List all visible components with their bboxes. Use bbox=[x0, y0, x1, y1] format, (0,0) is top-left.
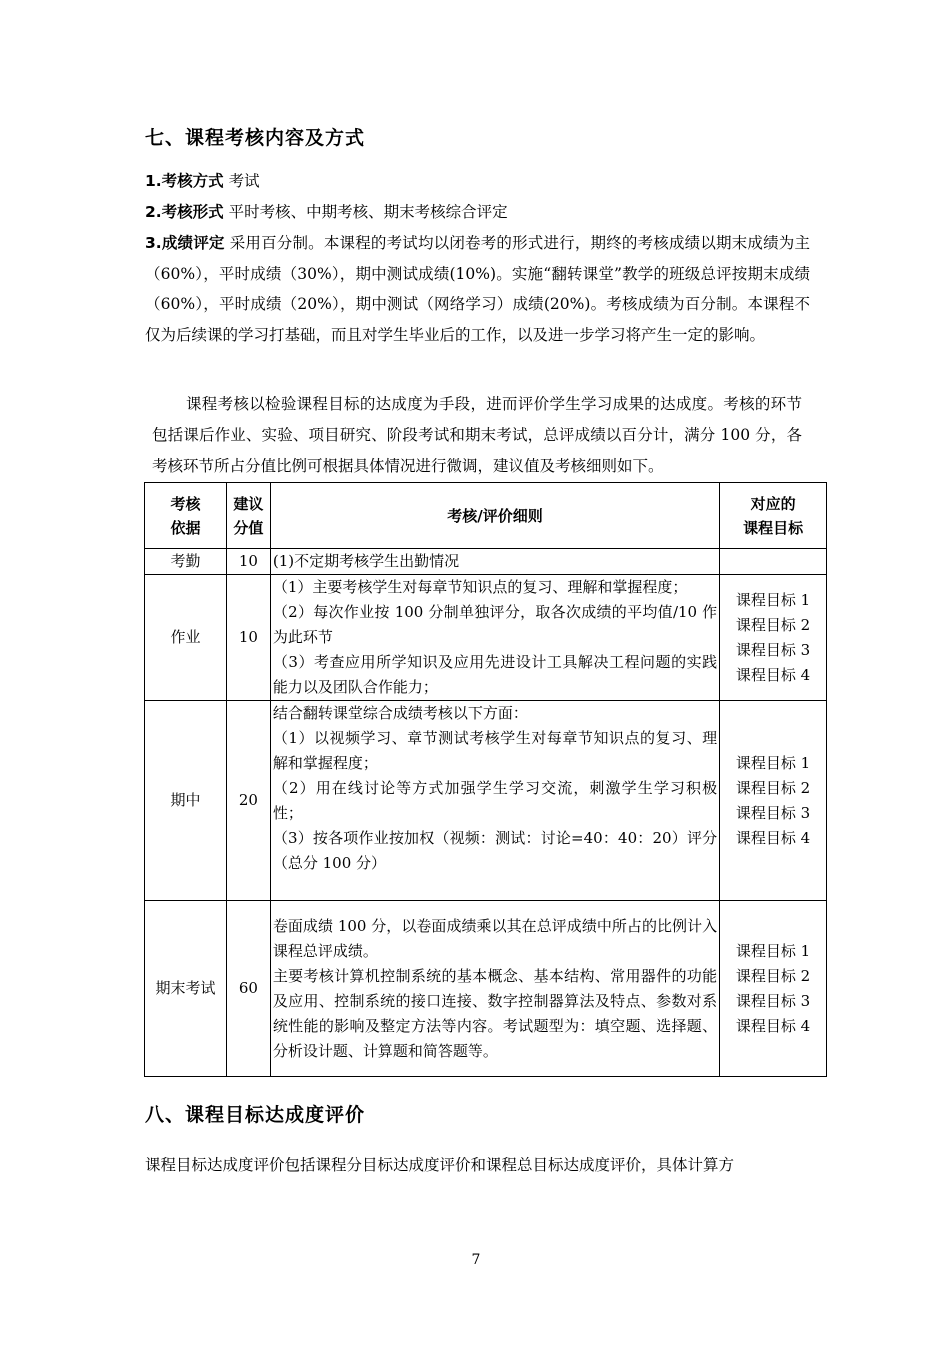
section8-text: 课程目标达成度评价包括课程分目标达成度评价和课程总目标达成度评价，具体计算方 bbox=[145, 1156, 735, 1174]
row-score: 20 bbox=[226, 701, 270, 901]
row-goals: 课程目标 1 课程目标 2 课程目标 3 课程目标 4 bbox=[720, 575, 827, 701]
assessment-method-label: 1.考核方式 bbox=[145, 172, 224, 190]
table-row bbox=[145, 701, 827, 901]
header-goal: 对应的 课程目标 bbox=[720, 483, 827, 549]
row-score: 60 bbox=[226, 901, 270, 1077]
header-basis: 考核 依据 bbox=[145, 483, 227, 549]
grading-paragraph bbox=[145, 228, 810, 350]
row-detail: 卷面成绩 100 分，以卷面成绩乘以其在总评成绩中所占的比例计入课程总评成绩。 主要考核计算机控制系统的基本概念、基本结构、常用器件的功能及应用、控制系统的接口连接、数字控制器算法及特点、参数对系统性能的影响及整定方法等内容。考试题型为：填空题、选择题、分析设计题、计算题和简答题等。 bbox=[270, 901, 719, 1077]
row-detail: （1）主要考核学生对每章节知识点的复习、理解和掌握程度； （2）每次作业按 100 分制单独评分，取各次成绩的平均值/10 作为此环节 （3）考查应用所学知识及应用先进设计工具解决工程问题的实践能力以及团队合作能力； bbox=[270, 575, 719, 701]
row-goals bbox=[720, 549, 827, 575]
assessment-intro-paragraph: 课程考核以检验课程目标的达成度为手段，进而评价学生学习成果的达成度。考核的环节包括课后作业、实验、项目研究、阶段考试和期末考试，总评成绩以百分计，满分 100 分，各考核环节所占分值比例可根据具体情况进行微调，建议值及考核细则如下。 bbox=[152, 395, 802, 475]
row-detail: 结合翻转课堂综合成绩考核以下方面： （1）以视频学习、章节测试考核学生对每章节知识点的复习、理解和掌握程度； （2）用在线讨论等方式加强学生学习交流，刺激学生学习积极性； （3）按各项作业按加权（视频：测试：讨论=40：40：20）评分 （总分 100 分） bbox=[270, 701, 719, 901]
assessment-method-value: 考试 bbox=[228, 172, 260, 190]
table-row bbox=[145, 901, 827, 1077]
table-header-row bbox=[145, 483, 827, 549]
assessment-form-label: 2.考核形式 bbox=[145, 203, 224, 221]
row-score: 10 bbox=[226, 549, 270, 575]
table-row bbox=[145, 575, 827, 701]
header-detail: 考核/评价细则 bbox=[270, 483, 719, 549]
row-basis: 考勤 bbox=[145, 549, 227, 575]
row-score: 10 bbox=[226, 575, 270, 701]
assessment-form-value: 平时考核、中期考核、期末考核综合评定 bbox=[228, 203, 508, 221]
page-number: 7 bbox=[471, 1252, 481, 1268]
row-basis: 期末考试 bbox=[145, 901, 227, 1077]
section7-heading: 七、课程考核内容及方式 bbox=[145, 127, 366, 149]
section8-heading: 八、课程目标达成度评价 bbox=[145, 1104, 366, 1126]
assessment-table bbox=[144, 482, 827, 1077]
grading-label: 3.成绩评定 bbox=[145, 234, 225, 252]
row-goals: 课程目标 1 课程目标 2 课程目标 3 课程目标 4 bbox=[720, 701, 827, 901]
grading-text: 采用百分制。本课程的考试均以闭卷考的形式进行，期终的考核成绩以期末成绩为主（60%），平时成绩（30%），期中测试成绩(10%)。实施“翻转课堂”教学的班级总评按期末成绩（60%），平时成绩（20%），期中测试（网络学习）成绩(20%)。考核成绩为百分制。本课程不仅为后续课的学习打基础，而且对学生毕业后的工作，以及进一步学习将产生一定的影响。 bbox=[145, 234, 810, 344]
row-detail: (1)不定期考核学生出勤情况 bbox=[270, 549, 719, 575]
table-row bbox=[145, 549, 827, 575]
row-goals: 课程目标 1 课程目标 2 课程目标 3 课程目标 4 bbox=[720, 901, 827, 1077]
assessment-method-line bbox=[145, 171, 260, 191]
assessment-form-line bbox=[145, 202, 508, 222]
header-score: 建议 分值 bbox=[226, 483, 270, 549]
row-basis: 期中 bbox=[145, 701, 227, 901]
row-basis: 作业 bbox=[145, 575, 227, 701]
